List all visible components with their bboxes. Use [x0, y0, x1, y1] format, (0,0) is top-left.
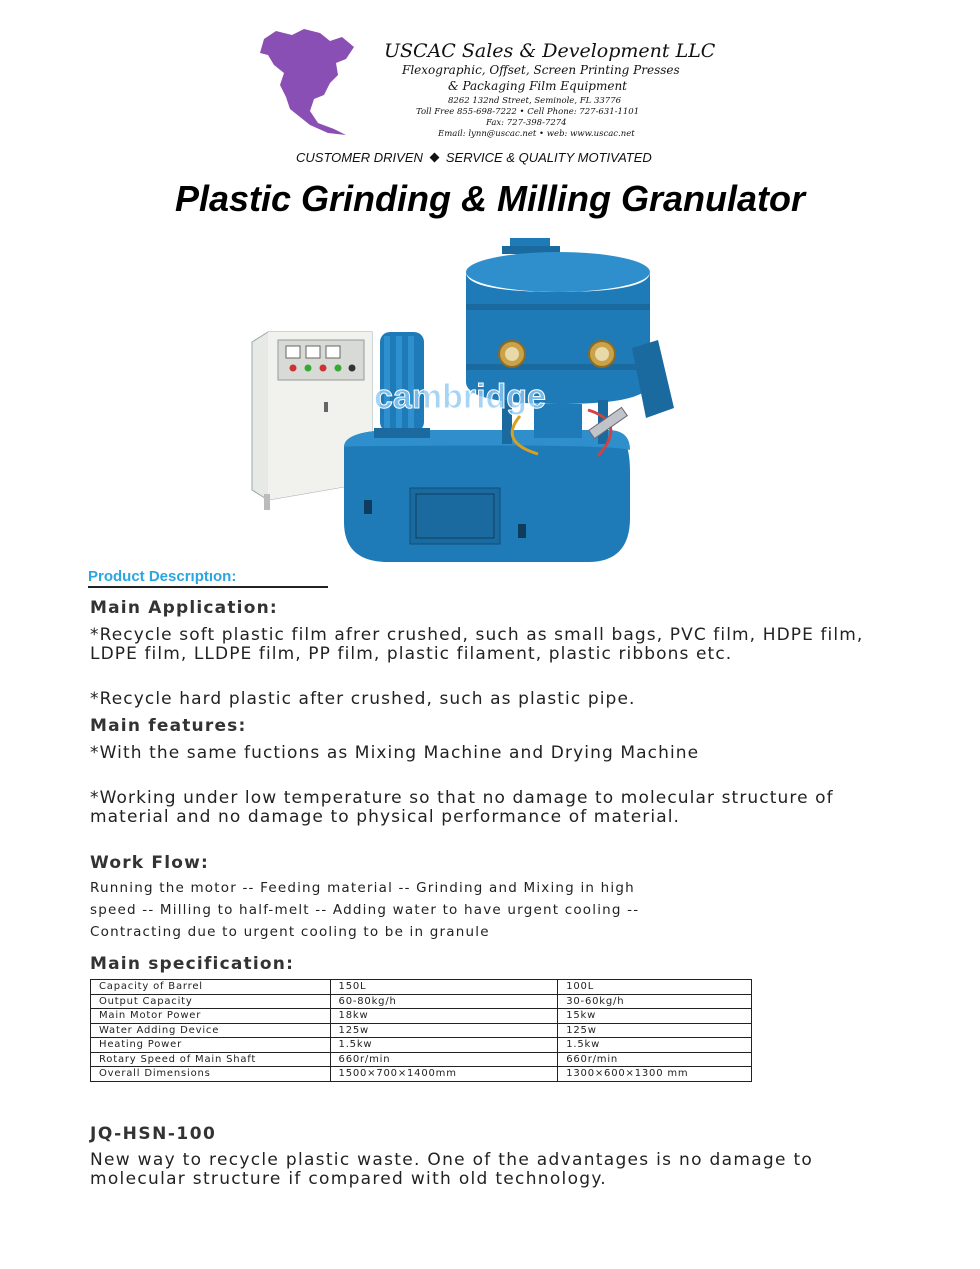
table-cell: 18kw — [330, 1009, 558, 1024]
work-flow-heading: Work Flow: — [90, 853, 210, 873]
tagline — [296, 150, 652, 165]
table-row — [91, 1067, 752, 1082]
work-flow-text — [90, 877, 900, 943]
company-contact: Email: lynn@uscac.net • web: www.uscac.net — [438, 129, 635, 139]
model-number: JQ-HSN-100 — [90, 1124, 217, 1144]
main-application-heading: Main Application: — [90, 598, 278, 618]
machine-image — [248, 232, 678, 564]
feature-item-2: *Working under low temperature so that no damage to molecular structure of material and no damage to physical performance of material. — [90, 788, 834, 827]
feature-item-1: *With the same fuctions as Mixing Machine and Drying Machine — [90, 743, 700, 763]
specification-table — [90, 979, 752, 1082]
table-cell: 660r/min — [330, 1052, 558, 1067]
main-features-heading: Main features: — [90, 716, 247, 736]
table-row — [91, 1038, 752, 1053]
company-line2: & Packaging Film Equipment — [448, 79, 627, 93]
table-cell: Main Motor Power — [91, 1009, 331, 1024]
table-cell: Output Capacity — [91, 994, 331, 1009]
table-cell: 1.5kw — [330, 1038, 558, 1053]
work-flow-line-2: speed -- Milling to half-melt -- Adding water to have urgent cooling -- — [90, 902, 640, 918]
work-flow-line-3: Contracting due to urgent cooling to be in granule — [90, 924, 490, 940]
table-cell: 150L — [330, 980, 558, 995]
table-cell: 1300×600×1300 mm — [558, 1067, 752, 1082]
company-address: 8262 132nd Street, Seminole, FL 33776 — [448, 96, 622, 106]
table-cell: 125w — [558, 1023, 752, 1038]
footer-description: New way to recycle plastic waste. One of the advantages is no damage to molecular structure if compared with old technology. — [90, 1150, 814, 1189]
table-row — [91, 1009, 752, 1024]
table-cell: 60-80kg/h — [330, 994, 558, 1009]
table-cell: 30-60kg/h — [558, 994, 752, 1009]
product-description-label: Product Descrıptıon: — [88, 568, 328, 588]
diamond-icon — [429, 153, 439, 163]
company-name: USCAC Sales & Development LLC — [384, 40, 716, 62]
tagline-left: CUSTOMER DRIVEN — [296, 150, 423, 165]
table-cell: Heating Power — [91, 1038, 331, 1053]
page-title: Plastic Grinding & Milling Granulator — [174, 178, 806, 219]
table-cell: Capacity of Barrel — [91, 980, 331, 995]
tagline-right: SERVICE & QUALITY MOTIVATED — [445, 150, 652, 165]
table-cell: 15kw — [558, 1009, 752, 1024]
company-info — [384, 40, 716, 140]
table-cell: Rotary Speed of Main Shaft — [91, 1052, 331, 1067]
table-row — [91, 980, 752, 995]
table-cell: 1500×700×1400mm — [330, 1067, 558, 1082]
company-fax: Fax: 727-398-7274 — [486, 118, 567, 128]
table-cell: 100L — [558, 980, 752, 995]
company-phones: Toll Free 855-698-7222 • Cell Phone: 727-631-1101 — [416, 107, 640, 117]
table-row — [91, 1052, 752, 1067]
table-cell: Overall Dimensions — [91, 1067, 331, 1082]
table-cell: 125w — [330, 1023, 558, 1038]
specification-table-body — [91, 980, 752, 1082]
work-flow-line-1: Running the motor -- Feeding material -- Grinding and Mixing in high — [90, 880, 635, 896]
application-item-1: *Recycle soft plastic film afrer crushed, such as small bags, PVC film, HDPE film, LDPE film, LLDPE film, PP film, plastic filament, plastic ribbons etc. — [90, 625, 864, 664]
watermark-text: cambridge — [374, 378, 546, 416]
table-row — [91, 994, 752, 1009]
table-row — [91, 1023, 752, 1038]
table-cell: 1.5kw — [558, 1038, 752, 1053]
table-cell: Water Adding Device — [91, 1023, 331, 1038]
table-cell: 660r/min — [558, 1052, 752, 1067]
company-line1: Flexographic, Offset, Screen Printing Presses — [402, 63, 680, 77]
application-item-2: *Recycle hard plastic after crushed, such as plastic pipe. — [90, 689, 636, 709]
north-america-logo — [258, 25, 358, 137]
main-specification-heading: Main specification: — [90, 954, 295, 974]
